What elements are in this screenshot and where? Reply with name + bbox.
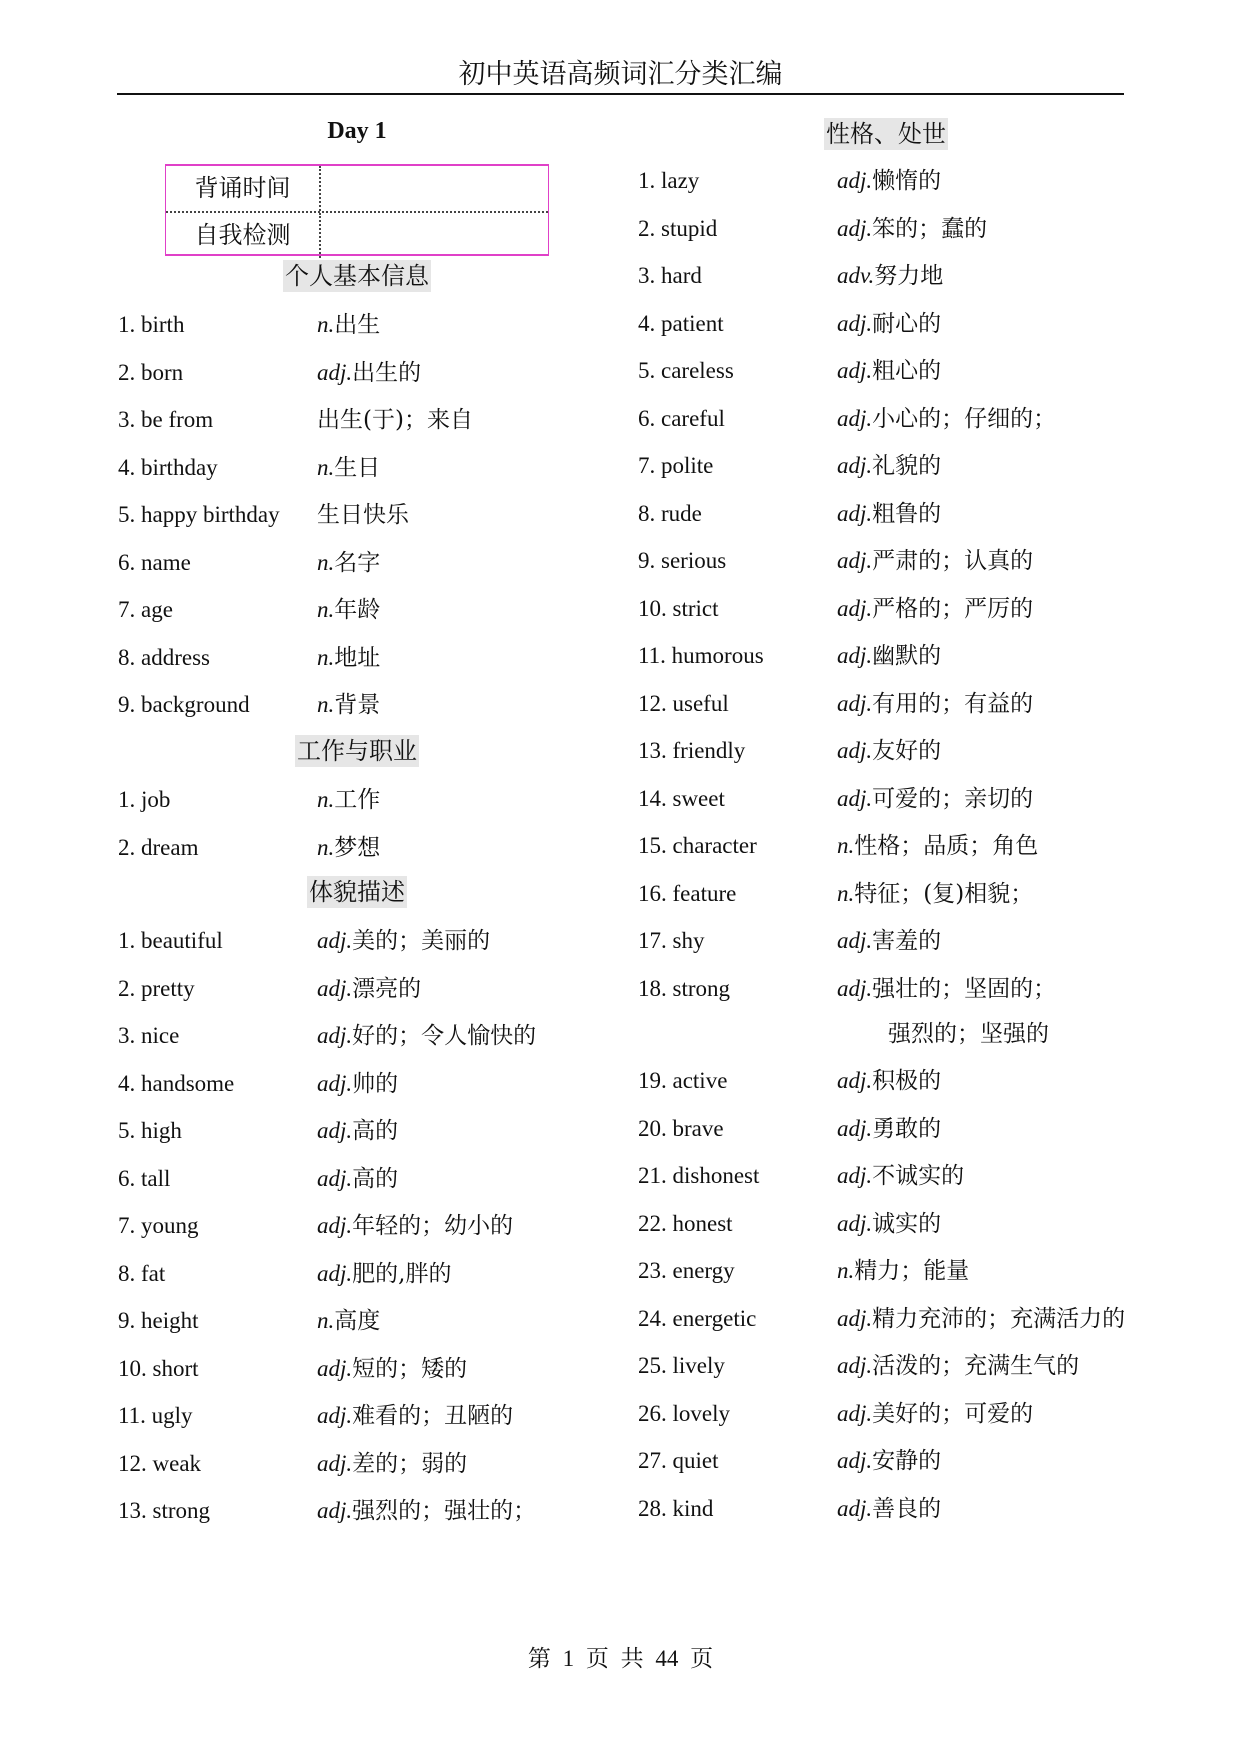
- vocab-word: 6. careful: [638, 405, 725, 431]
- study-record-box: [165, 164, 549, 256]
- vocab-entry: [118, 1496, 718, 1526]
- meaning-text: 出生(于)；来自: [317, 407, 473, 433]
- meaning-text: 礼貌的: [872, 453, 942, 479]
- vocab-word: 8. address: [118, 644, 210, 670]
- vocab-word: 7. polite: [638, 453, 714, 478]
- vocab-meaning: [837, 879, 1033, 909]
- meaning-text: 严肃的；认真的: [872, 548, 1034, 574]
- meaning-text: 年龄: [334, 597, 381, 623]
- vocab-meaning: [837, 1351, 1079, 1381]
- vocab-word: 4. patient: [638, 310, 724, 336]
- meaning-text: 强烈的；强壮的；: [352, 1498, 537, 1524]
- vocab-entry: [638, 1209, 1238, 1239]
- vocab-entry: [118, 453, 718, 483]
- vocab-entry: [118, 500, 718, 530]
- vocab-entry: [638, 736, 1238, 766]
- vocab-meaning: [317, 548, 380, 578]
- vocab-meaning: [837, 926, 941, 956]
- vocab-word: 9. background: [118, 692, 250, 717]
- vocab-word: 17. shy: [638, 928, 705, 953]
- part-of-speech: n.: [317, 692, 335, 717]
- section-title: 性格、处世: [826, 120, 946, 148]
- vocab-meaning: [317, 785, 380, 815]
- vocab-entry: [118, 1354, 718, 1384]
- meaning-text: 诚实的: [872, 1210, 942, 1237]
- vocab-entry: [638, 974, 1238, 1004]
- vocab-meaning: [317, 974, 421, 1004]
- meaning-text: 美好的；可爱的: [872, 1400, 1034, 1427]
- vocab-word: 18. strong: [638, 975, 730, 1001]
- meaning-text: 精力；能量: [854, 1258, 970, 1284]
- vocab-meaning: [837, 1066, 941, 1096]
- self-test-label: 自我检测: [166, 213, 321, 258]
- vocab-entry: [638, 641, 1238, 671]
- meaning-text: 难看的；丑陋的: [352, 1403, 514, 1429]
- part-of-speech: adj.: [317, 1165, 353, 1191]
- vocab-word: 10. short: [118, 1355, 199, 1381]
- part-of-speech: adj.: [837, 595, 873, 621]
- vocab-word: 24. energetic: [638, 1305, 757, 1331]
- meaning-text: 好的；令人愉快的: [352, 1023, 537, 1049]
- vocab-meaning: [317, 1164, 398, 1194]
- vocab-entry: [118, 1259, 718, 1289]
- vocab-entry: [638, 1256, 1238, 1286]
- vocab-entry: [638, 1494, 1238, 1524]
- vocab-word: 16. feature: [638, 880, 737, 906]
- page-title: 初中英语高频词汇分类汇编: [117, 56, 1124, 95]
- part-of-speech: adj.: [837, 1305, 873, 1331]
- vocab-meaning: [317, 1496, 536, 1526]
- vocab-entry: [118, 1401, 718, 1431]
- meaning-text: 友好的: [872, 738, 942, 764]
- vocab-meaning: [837, 546, 1033, 576]
- vocab-word: 2. born: [118, 359, 184, 385]
- vocab-meaning: [837, 1304, 1125, 1334]
- meaning-text: 安静的: [872, 1448, 942, 1474]
- vocab-meaning: [317, 453, 380, 483]
- vocab-word: 2. pretty: [118, 975, 195, 1001]
- section-title: 个人基本信息: [285, 262, 429, 290]
- meaning-text: 高度: [334, 1308, 381, 1334]
- part-of-speech: adj.: [837, 1400, 873, 1426]
- vocab-word: 5. careless: [638, 358, 734, 383]
- vocab-meaning: [837, 1494, 941, 1524]
- vocab-entry: [118, 1211, 718, 1241]
- part-of-speech: n.: [317, 644, 335, 670]
- meaning-text: 高的: [352, 1165, 399, 1192]
- meaning-text: 短的；矮的: [352, 1355, 468, 1382]
- part-of-speech: n.: [317, 597, 335, 622]
- part-of-speech: adj.: [837, 1448, 873, 1473]
- vocab-meaning: [837, 1114, 941, 1144]
- meaning-text: 出生的: [352, 359, 422, 386]
- meaning-text: 粗鲁的: [872, 500, 942, 527]
- meaning-text: 名字: [334, 549, 381, 576]
- vocab-entry: [118, 1069, 718, 1099]
- part-of-speech: adj.: [837, 1068, 873, 1093]
- vocab-entry: [118, 643, 718, 673]
- study-time-label: 背诵时间: [166, 166, 321, 211]
- meaning-text: 出生: [334, 312, 381, 338]
- meaning-text: 生日: [334, 454, 381, 481]
- vocab-meaning: [837, 309, 941, 339]
- part-of-speech: adj.: [317, 1213, 353, 1238]
- vocab-entry: [638, 214, 1238, 244]
- vocab-word: 2. dream: [118, 834, 199, 860]
- vocab-word: 21. dishonest: [638, 1163, 760, 1188]
- part-of-speech: adj.: [317, 1070, 353, 1096]
- vocab-word: 10. strict: [638, 595, 719, 621]
- part-of-speech: adj.: [837, 643, 873, 668]
- part-of-speech: adj.: [317, 359, 353, 385]
- study-time-row: [166, 166, 548, 213]
- part-of-speech: n.: [837, 1258, 855, 1283]
- part-of-speech: adj.: [837, 453, 873, 478]
- vocab-entry: [638, 451, 1238, 481]
- vocab-entry: [118, 1116, 718, 1146]
- vocab-word: 3. hard: [638, 263, 702, 288]
- part-of-speech: adj.: [837, 500, 873, 526]
- meaning-text: 地址: [334, 644, 381, 671]
- part-of-speech: adj.: [837, 1495, 873, 1521]
- vocab-word: 2. stupid: [638, 215, 718, 241]
- part-of-speech: adj.: [837, 168, 873, 193]
- vocab-meaning: [317, 1401, 513, 1431]
- vocab-entry: [118, 1021, 718, 1051]
- vocab-word: 9. height: [118, 1308, 199, 1333]
- vocab-entry: [638, 1304, 1238, 1334]
- meaning-text: 幽默的: [872, 643, 942, 669]
- meaning-text: 严格的；严厉的: [872, 595, 1034, 622]
- meaning-text: 笨的；蠢的: [872, 215, 988, 242]
- meaning-text: 背景: [334, 692, 381, 718]
- vocab-meaning: [317, 595, 380, 625]
- vocab-word: 9. serious: [638, 548, 727, 573]
- vocab-meaning: [837, 356, 941, 386]
- meaning-text: 善良的: [872, 1495, 942, 1522]
- vocab-meaning: [317, 1306, 380, 1336]
- vocab-meaning: [837, 404, 1056, 434]
- vocab-word: 20. brave: [638, 1115, 724, 1141]
- vocab-meaning: [317, 833, 380, 863]
- vocab-word: 23. energy: [638, 1258, 735, 1283]
- vocab-meaning: [837, 689, 1033, 719]
- meaning-text: 懒惰的: [872, 168, 942, 194]
- part-of-speech: adj.: [837, 1163, 873, 1188]
- vocab-entry: [638, 499, 1238, 529]
- vocab-word: 5. happy birthday: [118, 502, 280, 527]
- meaning-text: 强壮的；坚固的；: [872, 975, 1057, 1002]
- meaning-text: 帅的: [352, 1070, 399, 1097]
- vocab-meaning: [837, 261, 943, 291]
- part-of-speech: adj.: [317, 1118, 353, 1143]
- part-of-speech: adj.: [837, 1115, 873, 1141]
- vocab-entry: [638, 309, 1238, 339]
- vocab-entry: [638, 546, 1238, 576]
- part-of-speech: n.: [317, 549, 335, 575]
- meaning-text: 积极的: [872, 1068, 942, 1094]
- meaning-text: 精力充沛的；充满活力的: [872, 1305, 1126, 1332]
- vocab-meaning: [837, 1446, 941, 1476]
- part-of-speech: n.: [317, 454, 335, 480]
- vocab-word: 4. birthday: [118, 454, 218, 480]
- vocab-word: 3. be from: [118, 407, 214, 432]
- vocab-entry: [118, 785, 718, 815]
- vocab-meaning: [837, 594, 1033, 624]
- meaning-text: 工作: [334, 787, 381, 813]
- meaning-text: 有用的；有益的: [872, 690, 1034, 717]
- vocab-meaning: [317, 1259, 451, 1289]
- meaning-text: 粗心的: [872, 358, 942, 384]
- vocab-meaning: [317, 1211, 513, 1241]
- part-of-speech: adj.: [317, 1355, 353, 1381]
- vocab-meaning: [837, 499, 941, 529]
- vocab-word: 11. ugly: [118, 1403, 193, 1428]
- vocab-entry: [638, 356, 1238, 386]
- part-of-speech: n.: [317, 312, 335, 337]
- vocab-entry: [638, 1351, 1238, 1381]
- meaning-text: 努力地: [874, 263, 944, 289]
- vocab-meaning: [837, 736, 941, 766]
- vocab-word: 1. beautiful: [118, 928, 223, 953]
- part-of-speech: adj.: [837, 215, 873, 241]
- vocab-meaning: [837, 1256, 969, 1286]
- part-of-speech: adj.: [837, 405, 873, 431]
- vocab-word: 4. handsome: [118, 1070, 235, 1096]
- vocab-meaning: [837, 784, 1033, 814]
- part-of-speech: adj.: [317, 975, 353, 1001]
- meaning-text: 年轻的；幼小的: [352, 1213, 514, 1239]
- meaning-text: 耐心的: [872, 310, 942, 337]
- vocab-word: 22. honest: [638, 1210, 733, 1236]
- vocab-word: 26. lovely: [638, 1400, 730, 1426]
- vocab-word: 13. friendly: [638, 738, 746, 763]
- meaning-continuation: 强烈的；坚强的: [888, 1021, 1049, 1047]
- meaning-text: 生日快乐: [317, 502, 409, 528]
- part-of-speech: adj.: [837, 690, 873, 716]
- meaning-text: 高的: [352, 1118, 399, 1144]
- vocab-meaning: [317, 1449, 467, 1479]
- vocab-entry: [638, 404, 1238, 434]
- vocab-word: 11. humorous: [638, 643, 764, 668]
- self-test-field[interactable]: [321, 213, 548, 258]
- vocab-meaning: [317, 1116, 398, 1146]
- vocab-entry: [638, 1114, 1238, 1144]
- vocab-entry: [638, 261, 1238, 291]
- part-of-speech: adj.: [837, 928, 873, 953]
- part-of-speech: adj.: [317, 928, 353, 953]
- vocab-word: 8. fat: [118, 1260, 166, 1286]
- vocab-meaning: [317, 643, 380, 673]
- vocab-entry: [638, 1399, 1238, 1429]
- meaning-text: 漂亮的: [352, 975, 422, 1002]
- meaning-text: 不诚实的: [872, 1163, 965, 1189]
- meaning-text: 特征；(复)相貌；: [854, 880, 1034, 907]
- meaning-text: 差的；弱的: [352, 1450, 468, 1477]
- vocab-meaning: [317, 310, 380, 340]
- vocab-meaning: [837, 641, 941, 671]
- part-of-speech: n.: [837, 833, 855, 858]
- vocab-entry: [638, 784, 1238, 814]
- vocab-entry: [118, 1306, 718, 1336]
- meaning-text: 勇敢的: [872, 1115, 942, 1142]
- vocab-meaning: [317, 1021, 536, 1051]
- vocab-entry: [638, 879, 1238, 909]
- section-title: 工作与职业: [297, 737, 417, 765]
- vocab-meaning: [837, 1209, 941, 1239]
- vocab-word: 6. tall: [118, 1165, 171, 1191]
- vocab-entry: [638, 166, 1238, 196]
- part-of-speech: adj.: [317, 1450, 353, 1476]
- day-title: Day 1: [327, 118, 387, 144]
- vocab-word: 25. lively: [638, 1353, 725, 1378]
- vocab-entry: [118, 310, 718, 340]
- part-of-speech: adj.: [317, 1403, 353, 1428]
- part-of-speech: adj.: [317, 1260, 353, 1286]
- vocab-word: 14. sweet: [638, 785, 725, 811]
- page-footer: 第 1 页 共 44 页: [527, 1646, 714, 1671]
- vocab-meaning: [317, 1069, 398, 1099]
- vocab-entry: [118, 974, 718, 1004]
- vocab-word: 15. character: [638, 833, 757, 858]
- self-test-row: [166, 213, 548, 258]
- part-of-speech: adj.: [837, 738, 873, 763]
- vocab-entry: [638, 1066, 1238, 1096]
- vocab-word: 1. lazy: [638, 168, 700, 193]
- meaning-text: 害羞的: [872, 928, 942, 954]
- vocab-meaning: [837, 451, 941, 481]
- vocab-meaning: [837, 831, 1038, 861]
- vocab-word: 13. strong: [118, 1498, 210, 1523]
- vocab-entry: [638, 594, 1238, 624]
- part-of-speech: adj.: [837, 1210, 873, 1236]
- part-of-speech: adj.: [837, 358, 873, 383]
- vocab-word: 19. active: [638, 1068, 728, 1093]
- vocab-word: 8. rude: [638, 500, 702, 526]
- vocab-entry: [118, 833, 718, 863]
- vocab-word: 28. kind: [638, 1495, 714, 1521]
- meaning-text: 肥的,胖的: [352, 1260, 452, 1287]
- part-of-speech: adj.: [837, 310, 873, 336]
- vocab-entry: [638, 831, 1238, 861]
- vocab-entry: [118, 926, 718, 956]
- vocab-meaning: [317, 926, 490, 956]
- vocab-meaning: [317, 1354, 467, 1384]
- part-of-speech: n.: [317, 1308, 335, 1333]
- meaning-text: 性格；品质；角色: [854, 833, 1039, 859]
- part-of-speech: n.: [317, 787, 335, 812]
- part-of-speech: adj.: [837, 1353, 873, 1378]
- vocab-word: 7. age: [118, 597, 173, 622]
- vocab-entry: [118, 690, 718, 720]
- vocab-meaning: [837, 1161, 964, 1191]
- vocab-meaning: [317, 500, 409, 530]
- vocab-meaning: [317, 358, 421, 388]
- vocab-word: 6. name: [118, 549, 191, 575]
- vocab-meaning: [837, 214, 987, 244]
- vocab-meaning: [317, 405, 473, 435]
- vocab-word: 5. high: [118, 1118, 182, 1143]
- vocab-word: 12. useful: [638, 690, 729, 716]
- vocab-word: 3. nice: [118, 1023, 180, 1048]
- section-title: 体貌描述: [309, 878, 405, 906]
- meaning-text: 美的；美丽的: [352, 928, 491, 954]
- vocab-entry: [638, 926, 1238, 956]
- part-of-speech: adj.: [317, 1023, 353, 1048]
- vocab-entry: [638, 1446, 1238, 1476]
- part-of-speech: adj.: [837, 548, 873, 573]
- part-of-speech: adj.: [837, 785, 873, 811]
- vocab-word: 7. young: [118, 1213, 199, 1238]
- vocab-entry: [118, 548, 718, 578]
- vocab-word: 12. weak: [118, 1450, 202, 1476]
- study-time-field[interactable]: [321, 166, 548, 211]
- vocab-meaning: [837, 166, 941, 196]
- part-of-speech: adj.: [837, 975, 873, 1001]
- meaning-text: 小心的；仔细的；: [872, 405, 1057, 432]
- vocab-entry: [638, 689, 1238, 719]
- vocab-meaning: [837, 1399, 1033, 1429]
- vocab-entry: [638, 1161, 1238, 1191]
- part-of-speech: n.: [837, 880, 855, 906]
- vocab-entry: [118, 1164, 718, 1194]
- part-of-speech: adj.: [317, 1498, 353, 1523]
- vocab-word: 1. job: [118, 787, 171, 812]
- meaning-text: 梦想: [334, 834, 381, 861]
- vocab-entry: [118, 595, 718, 625]
- vocab-entry: [118, 405, 718, 435]
- vocab-entry: [118, 358, 718, 388]
- meaning-text: 活泼的；充满生气的: [872, 1353, 1080, 1379]
- vocab-word: 1. birth: [118, 312, 185, 337]
- vocab-meaning: [317, 690, 380, 720]
- vocab-entry: [118, 1449, 718, 1479]
- meaning-text: 可爱的；亲切的: [872, 785, 1034, 812]
- vocab-word: 27. quiet: [638, 1448, 719, 1473]
- part-of-speech: adv.: [837, 263, 875, 288]
- part-of-speech: n.: [317, 834, 335, 860]
- vocab-meaning: [837, 974, 1056, 1004]
